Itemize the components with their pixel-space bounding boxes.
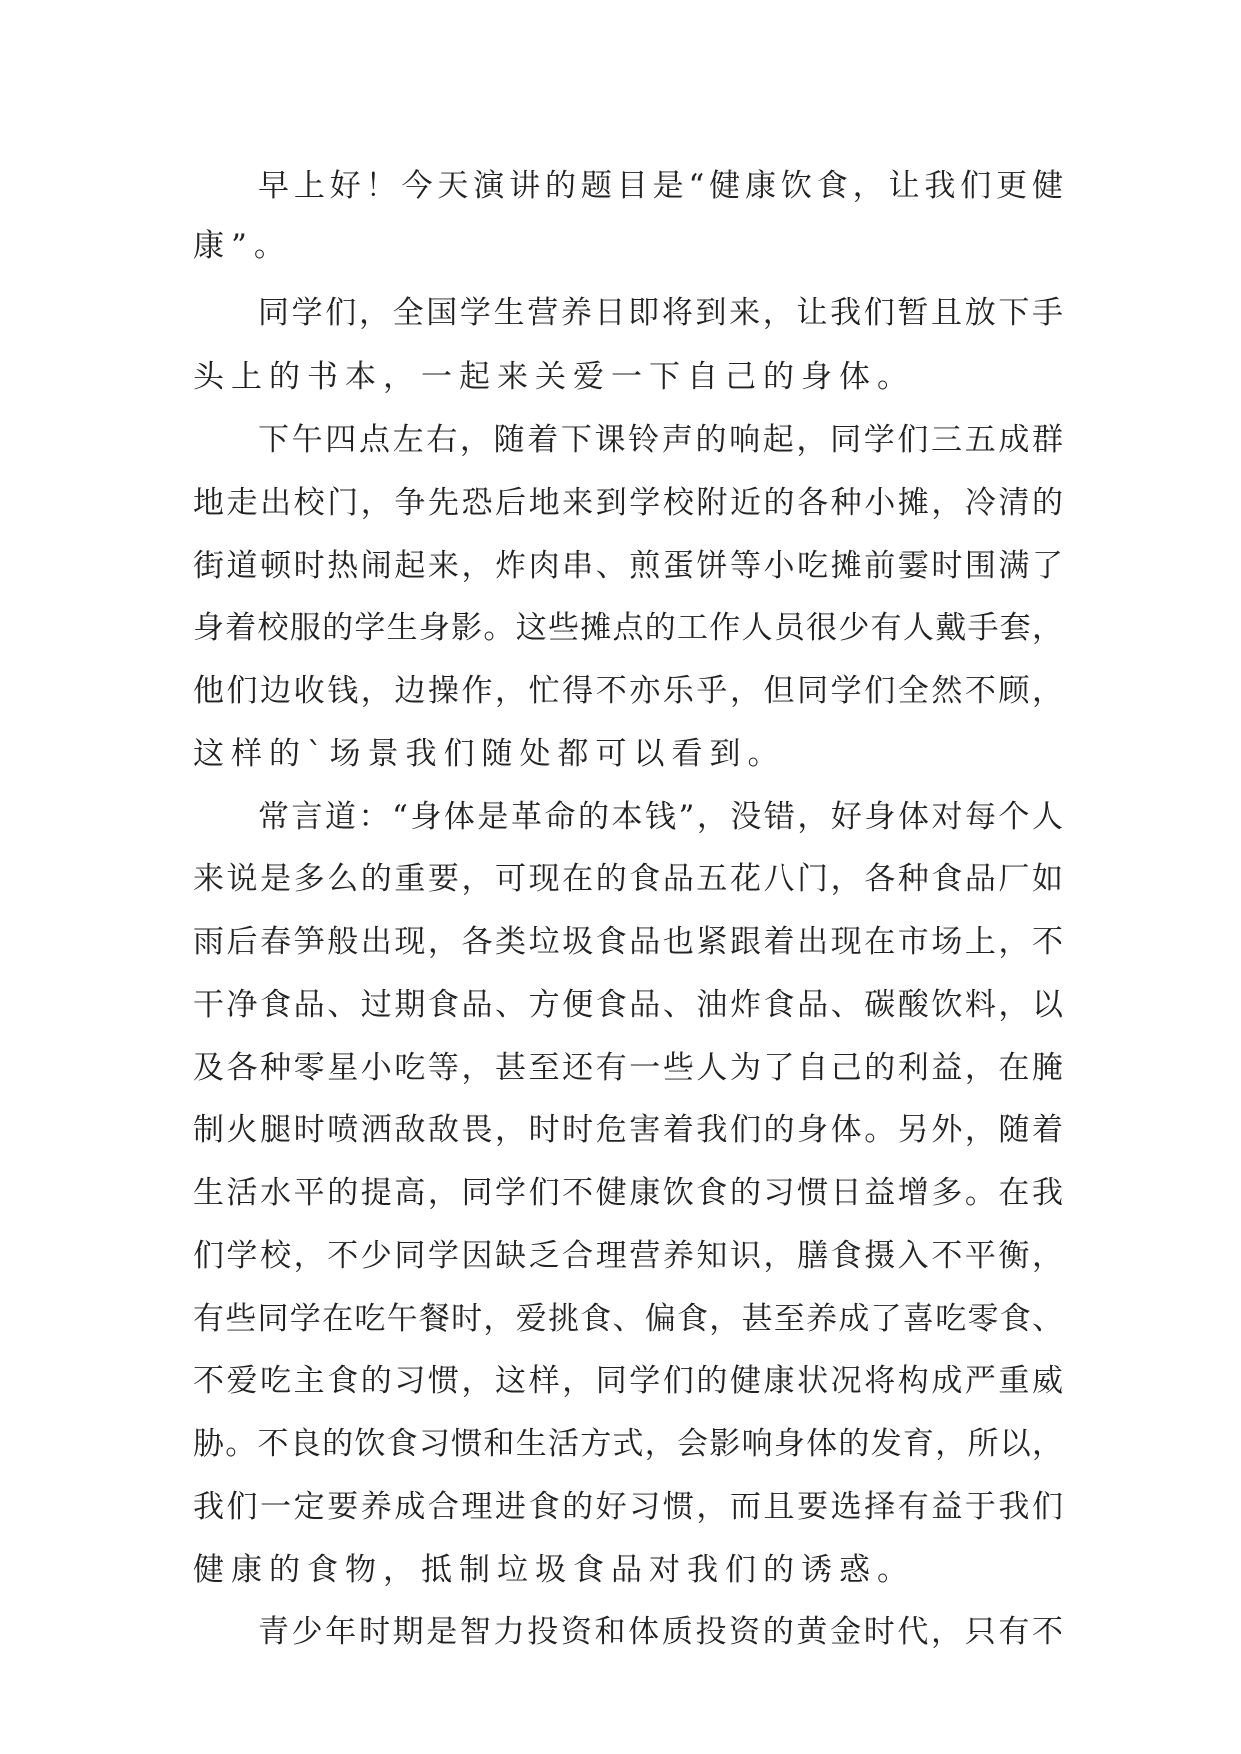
text-line: 来说是多么的重要，可现在的食品五花八门，各种食品厂如	[193, 861, 1063, 897]
text-line: 早上好！今天演讲的题目是“健康饮食，让我们更健	[258, 168, 1063, 204]
text-line: 这样的`场景我们随处都可以看到。	[193, 736, 786, 772]
text-line: 康”。	[193, 228, 292, 264]
text-line: 不爱吃主食的习惯，这样，同学们的健康状况将构成严重威	[193, 1363, 1063, 1399]
text-line: 我们一定要养成合理进食的好习惯，而且要选择有益于我们	[193, 1489, 1063, 1525]
text-line: 及各种零星小吃等，甚至还有一些人为了自己的利益，在腌	[193, 1050, 1063, 1086]
text-line: 制火腿时喷洒敌敌畏，时时危害着我们的身体。另外，随着	[193, 1112, 1063, 1148]
text-line: 他们边收钱，边操作，忙得不亦乐乎，但同学们全然不顾，	[193, 673, 1063, 709]
text-line: 胁。不良的饮食习惯和生活方式，会影响身体的发育，所以，	[193, 1426, 1063, 1462]
text-line: 头上的书本，一起来关爱一下自己的身体。	[193, 359, 915, 395]
text-line: 身着校服的学生身影。这些摊点的工作人员很少有人戴手套，	[193, 610, 1063, 646]
text-line: 雨后春笋般出现，各类垃圾食品也紧跟着出现在市场上，不	[193, 924, 1063, 960]
text-line: 常言道：“身体是革命的本钱”，没错，好身体对每个人	[258, 799, 1063, 835]
text-line: 下午四点左右，随着下课铃声的响起，同学们三五成群	[258, 422, 1063, 458]
text-line: 青少年时期是智力投资和体质投资的黄金时代，只有不	[258, 1614, 1063, 1650]
text-line: 健康的食物，抵制垃圾食品对我们的诱惑。	[193, 1552, 915, 1588]
text-line: 有些同学在吃午餐时，爱挑食、偏食，甚至养成了喜吃零食、	[193, 1301, 1063, 1337]
text-line: 地走出校门，争先恐后地来到学校附近的各种小摊，冷清的	[193, 485, 1063, 521]
text-line: 生活水平的提高，同学们不健康饮食的习惯日益增多。在我	[193, 1175, 1063, 1211]
text-line: 同学们，全国学生营养日即将到来，让我们暂且放下手	[258, 295, 1063, 331]
text-line: 干净食品、过期食品、方便食品、油炸食品、碳酸饮料，以	[193, 987, 1063, 1023]
text-line: 们学校，不少同学因缺乏合理营养知识，膳食摄入不平衡，	[193, 1238, 1063, 1274]
text-line: 街道顿时热闹起来，炸肉串、煎蛋饼等小吃摊前霎时围满了	[193, 548, 1063, 584]
